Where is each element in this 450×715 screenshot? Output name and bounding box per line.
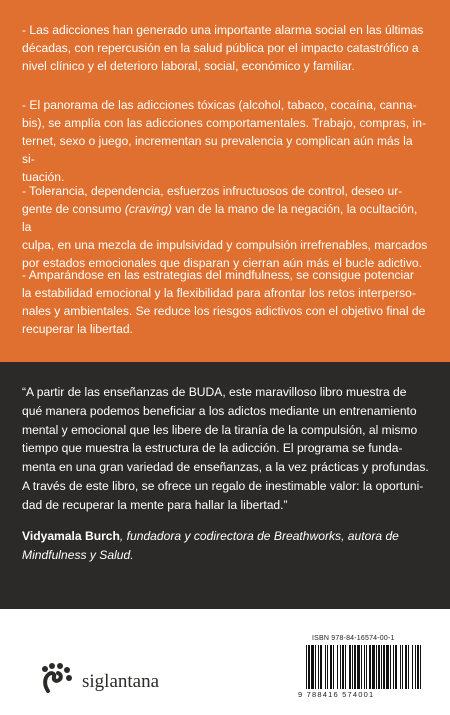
barcode-bar bbox=[318, 645, 319, 689]
text-line: nivel clínico y el deterioro laboral, social, económico y familiar. bbox=[22, 59, 355, 73]
barcode-bar bbox=[420, 645, 421, 689]
quote-line: menta en una gran variedad de enseñanzas, a la vez prácticas y profundas. bbox=[22, 460, 429, 475]
barcode-bar bbox=[369, 645, 371, 689]
quote-line: mental y emocional que les libere de la tiranía de la compulsión, al mismo bbox=[22, 422, 418, 437]
barcode-bar bbox=[405, 645, 407, 689]
synopsis-paragraph-4 bbox=[22, 266, 428, 338]
synopsis-paragraph-3 bbox=[22, 182, 428, 272]
barcode-bar bbox=[402, 645, 403, 689]
barcode-bar bbox=[383, 645, 385, 689]
text-line: nales y ambientales. Se reduce los riesgos adictivos con el objetivo final de bbox=[22, 304, 426, 318]
author-line bbox=[22, 527, 430, 546]
barcode-bar bbox=[308, 645, 310, 689]
barcode-bar bbox=[415, 645, 416, 689]
barcode-bar bbox=[333, 645, 334, 689]
quote-line: tiempo que muestra la estructura de la adicción. El programa se funda- bbox=[22, 441, 403, 456]
barcode-bar bbox=[357, 645, 360, 689]
author-name: Vidyamala Burch bbox=[22, 529, 120, 543]
synopsis-paragraph-2 bbox=[22, 96, 428, 186]
barcode bbox=[298, 635, 428, 699]
text-line: recuperar la libertad. bbox=[22, 322, 133, 336]
author-line bbox=[22, 546, 430, 565]
quote-line: dad de recuperar la mente para hallar la libertad.” bbox=[22, 497, 288, 512]
barcode-bar bbox=[395, 645, 397, 689]
text-line: - El panorama de las adicciones tóxicas (alcohol, tabaco, cocaína, canna- bbox=[22, 98, 417, 112]
text-line: - Amparándose en las estrategias del mindfulness, se consigue potenciar bbox=[22, 268, 414, 282]
synopsis-paragraph-1 bbox=[22, 21, 428, 75]
hand-logo-icon bbox=[38, 661, 74, 697]
footer bbox=[0, 609, 450, 715]
text-line: décadas, con repercusión en la salud pública por el impacto catastrófico a bbox=[22, 41, 419, 55]
author-role: Mindfulness y Salud. bbox=[22, 547, 134, 562]
quote-line: A través de este libro, se ofrece un regalo de inestimable valor: la oportuni- bbox=[22, 478, 424, 493]
text-line: culpa, en una mezcla de impulsividad y compulsión irrefrenables, marcados bbox=[22, 238, 428, 252]
text-line: ternet, sexo o juego, incrementan su prevalencia y complican aún más la si- bbox=[22, 134, 413, 166]
barcode-bar bbox=[342, 645, 344, 689]
barcode-bar bbox=[412, 645, 413, 689]
barcode-bar bbox=[306, 645, 307, 689]
endorsement-author bbox=[22, 527, 430, 565]
barcode-bar bbox=[386, 645, 389, 689]
barcode-bar bbox=[340, 645, 341, 689]
barcode-bar bbox=[337, 645, 338, 689]
barcode-bar bbox=[315, 645, 316, 689]
endorsement-panel bbox=[0, 362, 450, 609]
barcode-digits: 9 788416 574001 bbox=[298, 690, 375, 699]
barcode-bar bbox=[352, 645, 353, 689]
barcode-bar bbox=[349, 645, 351, 689]
barcode-bars bbox=[306, 645, 422, 689]
text-line: la estabilidad emocional y la flexibilidad para afrontar los retos interperso- bbox=[22, 286, 416, 300]
barcode-bar bbox=[381, 645, 382, 689]
text-line: por estados emocionales que disparan y cierran aún más el bucle adictivo. bbox=[22, 256, 422, 270]
barcode-bar bbox=[400, 645, 401, 689]
barcode-bar bbox=[366, 645, 367, 689]
barcode-bar bbox=[330, 645, 332, 689]
isbn-label: ISBN 978-84-16574-00-1 bbox=[312, 635, 395, 642]
barcode-bar bbox=[376, 645, 377, 689]
barcode-bar bbox=[390, 645, 391, 689]
barcode-bar bbox=[372, 645, 375, 689]
publisher-name: siglantana bbox=[82, 671, 160, 692]
barcode-bar bbox=[361, 645, 362, 689]
barcode-bar bbox=[325, 645, 326, 689]
barcode-bar bbox=[311, 645, 314, 689]
text-line bbox=[22, 200, 428, 236]
barcode-bar bbox=[320, 645, 322, 689]
text-line: - Tolerancia, dependencia, esfuerzos infructuosos de control, deseo ur- bbox=[22, 184, 403, 198]
barcode-bar bbox=[345, 645, 346, 689]
barcode-bar bbox=[354, 645, 356, 689]
quote-line: “A partir de las enseñanzas de BUDA, este maravilloso libro muestra de bbox=[22, 385, 407, 399]
endorsement-quote bbox=[22, 383, 430, 515]
author-role: , fundadora y codirectora de Breathworks, autora de bbox=[119, 529, 399, 543]
barcode-bar bbox=[393, 645, 394, 689]
barcode-bar bbox=[408, 645, 409, 689]
text-segment: van de la mano de la negación, la ocultación, la bbox=[22, 202, 418, 234]
text-line: bis), se amplía con las adicciones comportamentales. Trabajo, compras, in- bbox=[22, 116, 426, 130]
text-line: tuación. bbox=[22, 170, 65, 184]
quote-line: qué manera podemos beneficiar a los adictos mediante un entrenamiento bbox=[22, 403, 417, 418]
craving-term: (craving) bbox=[124, 202, 172, 216]
barcode-bar bbox=[327, 645, 328, 689]
text-segment: gente de consumo bbox=[22, 202, 125, 216]
text-line: - Las adicciones han generado una importante alarma social en las últimas bbox=[22, 23, 424, 37]
barcode-bar bbox=[378, 645, 380, 689]
barcode-bar bbox=[364, 645, 365, 689]
barcode-bar bbox=[417, 645, 419, 689]
